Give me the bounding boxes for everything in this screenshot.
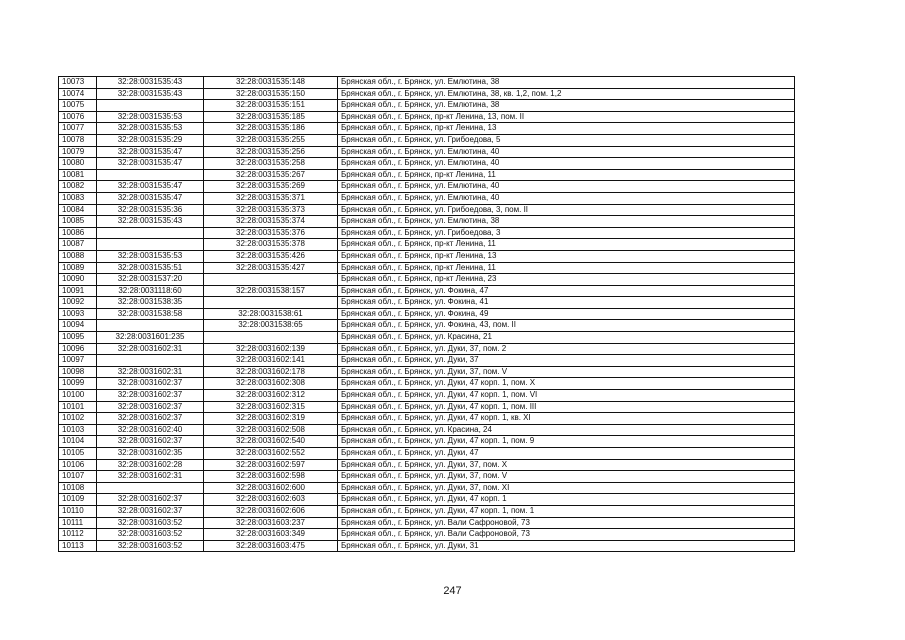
address-cell: Брянская обл., г. Брянск, ул. Вали Сафроновой, 73 xyxy=(338,517,795,529)
table-row xyxy=(59,459,795,471)
row-number-cell: 10097 xyxy=(59,355,97,367)
address-cell: Брянская обл., г. Брянск, ул. Дуки, 37, пом. 2 xyxy=(338,343,795,355)
parcel-number-cell: 32:28:0031603:52 xyxy=(97,529,204,541)
table-row xyxy=(59,134,795,146)
object-number-cell xyxy=(204,297,338,309)
table-row xyxy=(59,169,795,181)
parcel-number-cell: 32:28:0031602:28 xyxy=(97,459,204,471)
parcel-number-cell: 32:28:0031602:37 xyxy=(97,413,204,425)
object-number-cell: 32:28:0031535:267 xyxy=(204,169,338,181)
address-cell: Брянская обл., г. Брянск, ул. Емлютина, 40 xyxy=(338,181,795,193)
object-number-cell: 32:28:0031535:376 xyxy=(204,227,338,239)
object-number-cell: 32:28:0031602:508 xyxy=(204,424,338,436)
table-row xyxy=(59,274,795,286)
table-row xyxy=(59,158,795,170)
object-number-cell: 32:28:0031535:427 xyxy=(204,262,338,274)
parcel-number-cell: 32:28:0031602:37 xyxy=(97,505,204,517)
object-number-cell: 32:28:0031535:186 xyxy=(204,123,338,135)
address-cell: Брянская обл., г. Брянск, пр-кт Ленина, 13, пом. II xyxy=(338,111,795,123)
row-number-cell: 10077 xyxy=(59,123,97,135)
address-cell: Брянская обл., г. Брянск, ул. Красина, 24 xyxy=(338,424,795,436)
table-row xyxy=(59,366,795,378)
object-number-cell: 32:28:0031602:540 xyxy=(204,436,338,448)
row-number-cell: 10073 xyxy=(59,77,97,89)
address-cell: Брянская обл., г. Брянск, ул. Дуки, 31 xyxy=(338,540,795,552)
parcel-number-cell: 32:28:0031535:51 xyxy=(97,262,204,274)
row-number-cell: 10103 xyxy=(59,424,97,436)
address-cell: Брянская обл., г. Брянск, ул. Емлютина, 38 xyxy=(338,216,795,228)
address-cell: Брянская обл., г. Брянск, ул. Дуки, 47 корп. 1, кв. XI xyxy=(338,413,795,425)
address-cell: Брянская обл., г. Брянск, ул. Дуки, 37, пом. V xyxy=(338,471,795,483)
row-number-cell: 10074 xyxy=(59,88,97,100)
row-number-cell: 10082 xyxy=(59,181,97,193)
address-cell: Брянская обл., г. Брянск, ул. Дуки, 47 xyxy=(338,448,795,460)
table-row xyxy=(59,505,795,517)
object-number-cell: 32:28:0031535:148 xyxy=(204,77,338,89)
parcel-number-cell: 32:28:0031537:20 xyxy=(97,274,204,286)
object-number-cell: 32:28:0031535:371 xyxy=(204,192,338,204)
parcel-number-cell: 32:28:0031603:52 xyxy=(97,540,204,552)
parcel-number-cell: 32:28:0031535:47 xyxy=(97,146,204,158)
row-number-cell: 10085 xyxy=(59,216,97,228)
row-number-cell: 10078 xyxy=(59,134,97,146)
object-number-cell: 32:28:0031535:378 xyxy=(204,239,338,251)
address-cell: Брянская обл., г. Брянск, ул. Емлютина, 40 xyxy=(338,192,795,204)
object-number-cell: 32:28:0031602:312 xyxy=(204,390,338,402)
address-cell: Брянская обл., г. Брянск, ул. Красина, 21 xyxy=(338,332,795,344)
parcel-number-cell: 32:28:0031602:37 xyxy=(97,390,204,402)
parcel-number-cell: 32:28:0031535:29 xyxy=(97,134,204,146)
table-row xyxy=(59,494,795,506)
parcel-number-cell: 32:28:0031601:235 xyxy=(97,332,204,344)
object-number-cell: 32:28:0031535:373 xyxy=(204,204,338,216)
address-cell: Брянская обл., г. Брянск, ул. Емлютина, 40 xyxy=(338,158,795,170)
object-number-cell: 32:28:0031535:255 xyxy=(204,134,338,146)
address-cell: Брянская обл., г. Брянск, пр-кт Ленина, 13 xyxy=(338,250,795,262)
address-cell: Брянская обл., г. Брянск, пр-кт Ленина, 11 xyxy=(338,169,795,181)
row-number-cell: 10095 xyxy=(59,332,97,344)
object-number-cell: 32:28:0031535:150 xyxy=(204,88,338,100)
object-number-cell: 32:28:0031602:319 xyxy=(204,413,338,425)
row-number-cell: 10089 xyxy=(59,262,97,274)
table-row xyxy=(59,401,795,413)
address-cell: Брянская обл., г. Брянск, ул. Дуки, 47 корп. 1, пом. X xyxy=(338,378,795,390)
table-row xyxy=(59,529,795,541)
table-row xyxy=(59,413,795,425)
row-number-cell: 10106 xyxy=(59,459,97,471)
table-row xyxy=(59,100,795,112)
parcel-number-cell: 32:28:0031602:37 xyxy=(97,436,204,448)
parcel-number-cell xyxy=(97,320,204,332)
row-number-cell: 10109 xyxy=(59,494,97,506)
address-cell: Брянская обл., г. Брянск, ул. Дуки, 37, пом. V xyxy=(338,366,795,378)
row-number-cell: 10083 xyxy=(59,192,97,204)
parcel-number-cell: 32:28:0031535:43 xyxy=(97,216,204,228)
address-cell: Брянская обл., г. Брянск, пр-кт Ленина, 11 xyxy=(338,262,795,274)
table-row xyxy=(59,146,795,158)
object-number-cell: 32:28:0031602:139 xyxy=(204,343,338,355)
row-number-cell: 10087 xyxy=(59,239,97,251)
row-number-cell: 10094 xyxy=(59,320,97,332)
parcel-number-cell: 32:28:0031602:31 xyxy=(97,343,204,355)
object-number-cell: 32:28:0031538:61 xyxy=(204,308,338,320)
parcel-number-cell xyxy=(97,100,204,112)
parcel-number-cell: 32:28:0031535:47 xyxy=(97,158,204,170)
table-row xyxy=(59,332,795,344)
row-number-cell: 10113 xyxy=(59,540,97,552)
address-cell: Брянская обл., г. Брянск, ул. Фокина, 41 xyxy=(338,297,795,309)
table-row xyxy=(59,517,795,529)
address-cell: Брянская обл., г. Брянск, ул. Дуки, 47 корп. 1, пом. VI xyxy=(338,390,795,402)
table-row xyxy=(59,308,795,320)
parcel-number-cell: 32:28:0031602:37 xyxy=(97,494,204,506)
object-number-cell: 32:28:0031538:157 xyxy=(204,285,338,297)
parcel-number-cell: 32:28:0031602:37 xyxy=(97,401,204,413)
table-row xyxy=(59,390,795,402)
table-row xyxy=(59,111,795,123)
table-row xyxy=(59,320,795,332)
row-number-cell: 10099 xyxy=(59,378,97,390)
parcel-number-cell xyxy=(97,227,204,239)
address-cell: Брянская обл., г. Брянск, ул. Дуки, 47 корп. 1, пом. III xyxy=(338,401,795,413)
parcel-number-cell: 32:28:0031535:43 xyxy=(97,88,204,100)
parcel-number-cell: 32:28:0031602:35 xyxy=(97,448,204,460)
object-number-cell: 32:28:0031535:151 xyxy=(204,100,338,112)
object-number-cell: 32:28:0031603:237 xyxy=(204,517,338,529)
table-row xyxy=(59,192,795,204)
address-cell: Брянская обл., г. Брянск, ул. Емлютина, 38 xyxy=(338,77,795,89)
row-number-cell: 10090 xyxy=(59,274,97,286)
row-number-cell: 10110 xyxy=(59,505,97,517)
table-row xyxy=(59,250,795,262)
table-row xyxy=(59,378,795,390)
address-cell: Брянская обл., г. Брянск, ул. Дуки, 37, пом. XI xyxy=(338,482,795,494)
row-number-cell: 10102 xyxy=(59,413,97,425)
object-number-cell: 32:28:0031602:603 xyxy=(204,494,338,506)
row-number-cell: 10104 xyxy=(59,436,97,448)
address-cell: Брянская обл., г. Брянск, пр-кт Ленина, 23 xyxy=(338,274,795,286)
row-number-cell: 10076 xyxy=(59,111,97,123)
row-number-cell: 10086 xyxy=(59,227,97,239)
address-cell: Брянская обл., г. Брянск, ул. Емлютина, 40 xyxy=(338,146,795,158)
table-row xyxy=(59,424,795,436)
object-number-cell xyxy=(204,274,338,286)
address-cell: Брянская обл., г. Брянск, ул. Грибоедова, 3 xyxy=(338,227,795,239)
parcel-number-cell: 32:28:0031535:43 xyxy=(97,77,204,89)
row-number-cell: 10084 xyxy=(59,204,97,216)
parcel-number-cell xyxy=(97,169,204,181)
row-number-cell: 10096 xyxy=(59,343,97,355)
parcel-number-cell: 32:28:0031538:58 xyxy=(97,308,204,320)
row-number-cell: 10098 xyxy=(59,366,97,378)
table-row xyxy=(59,204,795,216)
table-row xyxy=(59,482,795,494)
object-number-cell: 32:28:0031602:600 xyxy=(204,482,338,494)
object-number-cell: 32:28:0031535:258 xyxy=(204,158,338,170)
object-number-cell: 32:28:0031602:597 xyxy=(204,459,338,471)
row-number-cell: 10101 xyxy=(59,401,97,413)
object-number-cell: 32:28:0031602:598 xyxy=(204,471,338,483)
parcel-number-cell: 32:28:0031602:31 xyxy=(97,366,204,378)
address-cell: Брянская обл., г. Брянск, ул. Фокина, 47 xyxy=(338,285,795,297)
row-number-cell: 10091 xyxy=(59,285,97,297)
parcel-number-cell: 32:28:0031602:40 xyxy=(97,424,204,436)
parcel-number-cell xyxy=(97,355,204,367)
address-cell: Брянская обл., г. Брянск, пр-кт Ленина, 13 xyxy=(338,123,795,135)
parcel-number-cell: 32:28:0031118:60 xyxy=(97,285,204,297)
parcel-number-cell: 32:28:0031535:53 xyxy=(97,250,204,262)
table-row xyxy=(59,123,795,135)
table-row xyxy=(59,262,795,274)
object-number-cell: 32:28:0031538:65 xyxy=(204,320,338,332)
parcel-number-cell: 32:28:0031535:53 xyxy=(97,123,204,135)
address-cell: Брянская обл., г. Брянск, ул. Емлютина, 38, кв. 1,2, пом. 1,2 xyxy=(338,88,795,100)
object-number-cell: 32:28:0031602:141 xyxy=(204,355,338,367)
table-row xyxy=(59,355,795,367)
table-row xyxy=(59,216,795,228)
table-row xyxy=(59,181,795,193)
parcel-number-cell: 32:28:0031535:53 xyxy=(97,111,204,123)
address-cell: Брянская обл., г. Брянск, ул. Дуки, 47 корп. 1, пом. 9 xyxy=(338,436,795,448)
table-row xyxy=(59,471,795,483)
page-number: 247 xyxy=(443,585,462,597)
table-row xyxy=(59,343,795,355)
object-number-cell xyxy=(204,332,338,344)
row-number-cell: 10075 xyxy=(59,100,97,112)
address-cell: Брянская обл., г. Брянск, ул. Фокина, 49 xyxy=(338,308,795,320)
table-row xyxy=(59,448,795,460)
address-cell: Брянская обл., г. Брянск, ул. Дуки, 37 xyxy=(338,355,795,367)
address-cell: Брянская обл., г. Брянск, ул. Вали Сафроновой, 73 xyxy=(338,529,795,541)
parcel-number-cell: 32:28:0031535:47 xyxy=(97,181,204,193)
object-number-cell: 32:28:0031603:349 xyxy=(204,529,338,541)
parcel-number-cell: 32:28:0031535:36 xyxy=(97,204,204,216)
parcel-number-cell: 32:28:0031602:37 xyxy=(97,378,204,390)
row-number-cell: 10108 xyxy=(59,482,97,494)
address-cell: Брянская обл., г. Брянск, ул. Грибоедова, 5 xyxy=(338,134,795,146)
address-cell: Брянская обл., г. Брянск, ул. Дуки, 47 корп. 1, пом. 1 xyxy=(338,505,795,517)
address-cell: Брянская обл., г. Брянск, ул. Грибоедова, 3, пом. II xyxy=(338,204,795,216)
row-number-cell: 10092 xyxy=(59,297,97,309)
table-row xyxy=(59,540,795,552)
table-row xyxy=(59,88,795,100)
table-row xyxy=(59,285,795,297)
object-number-cell: 32:28:0031535:269 xyxy=(204,181,338,193)
object-number-cell: 32:28:0031603:475 xyxy=(204,540,338,552)
parcel-number-cell xyxy=(97,482,204,494)
parcel-number-cell: 32:28:0031535:47 xyxy=(97,192,204,204)
table-row xyxy=(59,77,795,89)
row-number-cell: 10100 xyxy=(59,390,97,402)
table-row xyxy=(59,436,795,448)
table-row xyxy=(59,297,795,309)
object-number-cell: 32:28:0031535:185 xyxy=(204,111,338,123)
address-cell: Брянская обл., г. Брянск, ул. Емлютина, 38 xyxy=(338,100,795,112)
row-number-cell: 10112 xyxy=(59,529,97,541)
row-number-cell: 10080 xyxy=(59,158,97,170)
object-number-cell: 32:28:0031535:426 xyxy=(204,250,338,262)
row-number-cell: 10111 xyxy=(59,517,97,529)
object-number-cell: 32:28:0031602:606 xyxy=(204,505,338,517)
address-cell: Брянская обл., г. Брянск, ул. Дуки, 47 корп. 1 xyxy=(338,494,795,506)
parcel-number-cell: 32:28:0031602:31 xyxy=(97,471,204,483)
row-number-cell: 10079 xyxy=(59,146,97,158)
row-number-cell: 10093 xyxy=(59,308,97,320)
cadastral-table xyxy=(58,76,795,552)
row-number-cell: 10105 xyxy=(59,448,97,460)
parcel-number-cell: 32:28:0031603:52 xyxy=(97,517,204,529)
object-number-cell: 32:28:0031535:374 xyxy=(204,216,338,228)
address-cell: Брянская обл., г. Брянск, ул. Дуки, 37, пом. X xyxy=(338,459,795,471)
object-number-cell: 32:28:0031602:552 xyxy=(204,448,338,460)
row-number-cell: 10107 xyxy=(59,471,97,483)
row-number-cell: 10081 xyxy=(59,169,97,181)
parcel-number-cell: 32:28:0031538:35 xyxy=(97,297,204,309)
object-number-cell: 32:28:0031602:308 xyxy=(204,378,338,390)
address-cell: Брянская обл., г. Брянск, ул. Фокина, 43, пом. II xyxy=(338,320,795,332)
table-body xyxy=(59,77,795,552)
parcel-number-cell xyxy=(97,239,204,251)
table-row xyxy=(59,239,795,251)
address-cell: Брянская обл., г. Брянск, пр-кт Ленина, 11 xyxy=(338,239,795,251)
object-number-cell: 32:28:0031602:178 xyxy=(204,366,338,378)
row-number-cell: 10088 xyxy=(59,250,97,262)
object-number-cell: 32:28:0031535:256 xyxy=(204,146,338,158)
object-number-cell: 32:28:0031602:315 xyxy=(204,401,338,413)
table-row xyxy=(59,227,795,239)
